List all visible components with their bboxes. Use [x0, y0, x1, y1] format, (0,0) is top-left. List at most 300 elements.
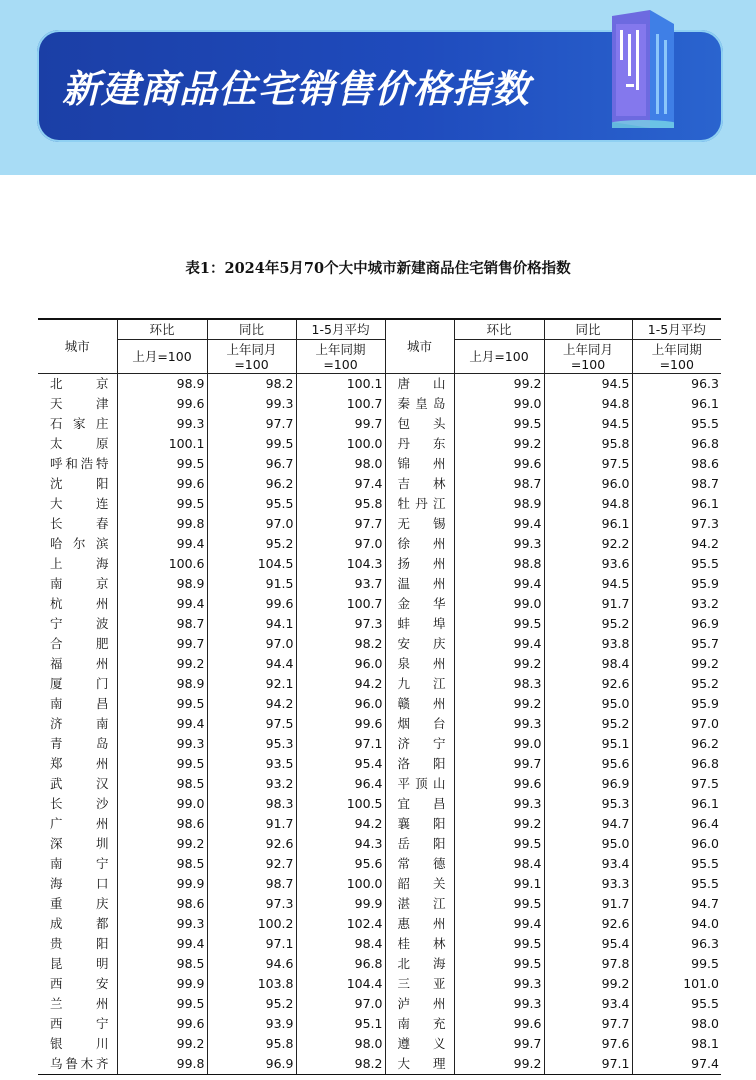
cell-city-right: 遵义: [385, 1034, 454, 1054]
table-row: [38, 534, 721, 554]
cell-yoy-right: 92.6: [544, 914, 632, 934]
cell-mom-right: 99.5: [454, 934, 544, 954]
cell-yoy-left: 99.6: [207, 594, 296, 614]
cell-city-right: 烟台: [385, 714, 454, 734]
cell-yoy-right: 94.5: [544, 574, 632, 594]
cell-mom-right: 99.3: [454, 714, 544, 734]
cell-avg-right: 96.8: [632, 434, 721, 454]
cell-yoy-left: 100.2: [207, 914, 296, 934]
cell-avg-left: 96.0: [296, 654, 385, 674]
cell-avg-left: 99.9: [296, 894, 385, 914]
cell-mom-right: 99.3: [454, 534, 544, 554]
cell-yoy-left: 96.2: [207, 474, 296, 494]
table-row: [38, 934, 721, 954]
table-row: [38, 794, 721, 814]
cell-yoy-right: 93.6: [544, 554, 632, 574]
cell-city-right: 无锡: [385, 514, 454, 534]
cell-avg-left: 96.4: [296, 774, 385, 794]
cell-mom-left: 99.5: [117, 494, 207, 514]
cell-mom-left: 99.5: [117, 454, 207, 474]
cell-city-right: 洛阳: [385, 754, 454, 774]
cell-mom-left: 99.5: [117, 754, 207, 774]
cell-city-left: 南昌: [50, 696, 109, 711]
cell-avg-left: 98.0: [296, 1034, 385, 1054]
cell-avg-left: 95.4: [296, 754, 385, 774]
cell-mom-left: 99.4: [117, 714, 207, 734]
cell-city-left: 西安: [50, 976, 109, 991]
cell-yoy-left: 99.5: [207, 434, 296, 454]
cell-city-left: 北京: [50, 376, 109, 391]
cell-city-left: 杭州: [50, 596, 109, 611]
price-index-table: [38, 318, 721, 1075]
cell-city-left: 郑州: [50, 756, 109, 771]
cell-city-right: 惠州: [385, 914, 454, 934]
table-row: [38, 974, 721, 994]
cell-city-left: 深圳: [50, 836, 109, 851]
cell-city-left: 海口: [50, 876, 109, 891]
cell-city-right: 赣州: [385, 694, 454, 714]
cell-avg-left: 97.4: [296, 474, 385, 494]
cell-mom-right: 99.5: [454, 834, 544, 854]
cell-yoy-left: 95.2: [207, 994, 296, 1014]
cell-city-left: 青岛: [50, 736, 109, 751]
cell-city-left: 重庆: [50, 896, 109, 911]
cell-mom-right: 99.6: [454, 1014, 544, 1034]
cell-yoy-left: 97.5: [207, 714, 296, 734]
cell-mom-left: 99.3: [117, 414, 207, 434]
cell-avg-left: 100.5: [296, 794, 385, 814]
cell-mom-right: 99.7: [454, 1034, 544, 1054]
cell-yoy-left: 95.2: [207, 534, 296, 554]
cell-city-left: 昆明: [50, 956, 109, 971]
cell-city-right: 南充: [385, 1014, 454, 1034]
cell-yoy-right: 98.4: [544, 654, 632, 674]
cell-city-left: 南京: [50, 576, 109, 591]
cell-city-right: 吉林: [385, 474, 454, 494]
cell-mom-right: 99.4: [454, 914, 544, 934]
cell-avg-right: 98.7: [632, 474, 721, 494]
cell-avg-right: 95.5: [632, 854, 721, 874]
cell-yoy-right: 95.3: [544, 794, 632, 814]
table-body: [38, 374, 721, 1075]
cell-yoy-left: 96.9: [207, 1054, 296, 1075]
cell-avg-left: 95.8: [296, 494, 385, 514]
header-yoy-base-left: 上年同月 =100: [207, 340, 296, 374]
cell-city-right: 桂林: [385, 934, 454, 954]
cell-yoy-right: 97.1: [544, 1054, 632, 1075]
cell-avg-left: 95.6: [296, 854, 385, 874]
cell-mom-left: 99.5: [117, 694, 207, 714]
cell-city-right: 九江: [385, 674, 454, 694]
cell-mom-right: 99.4: [454, 634, 544, 654]
cell-avg-right: 95.9: [632, 694, 721, 714]
cell-mom-left: 99.2: [117, 654, 207, 674]
cell-yoy-right: 93.4: [544, 854, 632, 874]
cell-yoy-left: 97.0: [207, 634, 296, 654]
table-row: [38, 834, 721, 854]
cell-mom-right: 98.7: [454, 474, 544, 494]
cell-yoy-right: 94.8: [544, 394, 632, 414]
cell-avg-left: 100.0: [296, 434, 385, 454]
cell-yoy-left: 97.1: [207, 934, 296, 954]
cell-city-right: 泸州: [385, 994, 454, 1014]
cell-city-right: 泉州: [385, 654, 454, 674]
cell-city-right: 济宁: [385, 734, 454, 754]
cell-yoy-right: 99.2: [544, 974, 632, 994]
cell-avg-left: 97.3: [296, 614, 385, 634]
cell-yoy-left: 98.7: [207, 874, 296, 894]
cell-avg-left: 97.1: [296, 734, 385, 754]
cell-city-left: 乌鲁木齐: [38, 1054, 117, 1075]
cell-yoy-right: 95.4: [544, 934, 632, 954]
table-row: [38, 914, 721, 934]
cell-city-right: 三亚: [385, 974, 454, 994]
cell-mom-left: 100.6: [117, 554, 207, 574]
cell-mom-right: 98.3: [454, 674, 544, 694]
cell-avg-left: 93.7: [296, 574, 385, 594]
header-city-left: 城市: [38, 319, 117, 374]
cell-yoy-left: 95.3: [207, 734, 296, 754]
cell-avg-left: 97.0: [296, 534, 385, 554]
cell-city-right: 韶关: [385, 874, 454, 894]
cell-mom-left: 99.6: [117, 1014, 207, 1034]
table-row: [38, 994, 721, 1014]
cell-mom-left: 99.6: [117, 474, 207, 494]
table-row: [38, 394, 721, 414]
table-row: [38, 494, 721, 514]
cell-city-left: 哈尔滨: [50, 536, 109, 551]
cell-yoy-left: 94.1: [207, 614, 296, 634]
cell-avg-left: 100.7: [296, 594, 385, 614]
table-row: [38, 874, 721, 894]
cell-city-right: 安庆: [385, 634, 454, 654]
cell-city-right: 牡丹江: [385, 494, 454, 514]
cell-mom-right: 99.0: [454, 734, 544, 754]
cell-yoy-right: 93.4: [544, 994, 632, 1014]
header-mom-left: 环比: [117, 319, 207, 340]
cell-mom-right: 99.2: [454, 654, 544, 674]
cell-mom-left: 98.6: [117, 814, 207, 834]
cell-city-right: 秦皇岛: [385, 394, 454, 414]
cell-mom-right: 99.4: [454, 514, 544, 534]
table-row: [38, 574, 721, 594]
cell-avg-right: 99.5: [632, 954, 721, 974]
cell-avg-right: 96.0: [632, 834, 721, 854]
cell-avg-right: 97.0: [632, 714, 721, 734]
table-row: [38, 854, 721, 874]
cell-avg-left: 100.7: [296, 394, 385, 414]
cell-mom-right: 99.6: [454, 774, 544, 794]
cell-mom-left: 99.5: [117, 994, 207, 1014]
table-row: [38, 694, 721, 714]
cell-yoy-left: 98.3: [207, 794, 296, 814]
cell-mom-left: 99.8: [117, 514, 207, 534]
cell-city-left: 西宁: [50, 1016, 109, 1031]
cell-city-left: 南宁: [50, 856, 109, 871]
cell-yoy-left: 93.5: [207, 754, 296, 774]
cell-mom-left: 99.9: [117, 874, 207, 894]
cell-mom-right: 99.3: [454, 974, 544, 994]
cell-mom-right: 98.4: [454, 854, 544, 874]
cell-mom-right: 99.3: [454, 994, 544, 1014]
cell-avg-right: 98.0: [632, 1014, 721, 1034]
cell-yoy-right: 94.8: [544, 494, 632, 514]
cell-mom-left: 98.7: [117, 614, 207, 634]
cell-yoy-right: 95.0: [544, 694, 632, 714]
cell-avg-left: 94.2: [296, 674, 385, 694]
header-avg-right: 1-5月平均: [632, 319, 721, 340]
cell-city-left: 天津: [50, 396, 109, 411]
cell-city-right: 锦州: [385, 454, 454, 474]
table-row: [38, 374, 721, 395]
cell-mom-left: 99.4: [117, 534, 207, 554]
cell-mom-left: 99.7: [117, 634, 207, 654]
cell-avg-left: 100.1: [296, 374, 385, 395]
cell-yoy-right: 95.0: [544, 834, 632, 854]
cell-mom-left: 99.3: [117, 914, 207, 934]
table-row: [38, 474, 721, 494]
table-row: [38, 554, 721, 574]
cell-mom-right: 99.6: [454, 454, 544, 474]
cell-mom-left: 98.9: [117, 374, 207, 395]
cell-avg-right: 96.1: [632, 494, 721, 514]
cell-city-left: 太原: [50, 436, 109, 451]
cell-yoy-left: 97.0: [207, 514, 296, 534]
cell-avg-left: 100.0: [296, 874, 385, 894]
cell-yoy-left: 92.7: [207, 854, 296, 874]
cell-avg-right: 96.4: [632, 814, 721, 834]
cell-city-right: 金华: [385, 594, 454, 614]
header-yoy-right: 同比: [544, 319, 632, 340]
cell-avg-right: 93.2: [632, 594, 721, 614]
cell-city-left: 贵阳: [50, 936, 109, 951]
cell-yoy-left: 98.2: [207, 374, 296, 395]
cell-mom-left: 99.3: [117, 734, 207, 754]
cell-avg-left: 98.2: [296, 634, 385, 654]
cell-avg-left: 104.4: [296, 974, 385, 994]
cell-city-left: 沈阳: [50, 476, 109, 491]
cell-avg-left: 96.8: [296, 954, 385, 974]
cell-yoy-right: 97.7: [544, 1014, 632, 1034]
cell-city-right: 唐山: [385, 374, 454, 395]
cell-mom-right: 99.5: [454, 894, 544, 914]
cell-city-left: 合肥: [50, 636, 109, 651]
cell-avg-left: 98.2: [296, 1054, 385, 1075]
cell-mom-right: 98.8: [454, 554, 544, 574]
cell-yoy-left: 97.7: [207, 414, 296, 434]
cell-avg-left: 95.1: [296, 1014, 385, 1034]
header-mom-right: 环比: [454, 319, 544, 340]
cell-avg-right: 97.4: [632, 1054, 721, 1075]
cell-avg-right: 96.1: [632, 794, 721, 814]
cell-city-left: 长春: [50, 516, 109, 531]
cell-city-left: 上海: [50, 556, 109, 571]
cell-yoy-right: 93.3: [544, 874, 632, 894]
table-header: [38, 319, 721, 374]
table-row: [38, 614, 721, 634]
cell-avg-right: 95.5: [632, 554, 721, 574]
cell-mom-right: 99.2: [454, 434, 544, 454]
cell-mom-right: 99.2: [454, 374, 544, 395]
cell-city-left: 宁波: [50, 616, 109, 631]
cell-yoy-right: 92.6: [544, 674, 632, 694]
cell-yoy-left: 93.9: [207, 1014, 296, 1034]
cell-city-right: 湛江: [385, 894, 454, 914]
table-row: [38, 414, 721, 434]
cell-avg-right: 98.1: [632, 1034, 721, 1054]
table-row: [38, 634, 721, 654]
cell-mom-left: 99.2: [117, 1034, 207, 1054]
cell-mom-left: 99.4: [117, 594, 207, 614]
table-row: [38, 1014, 721, 1034]
cell-avg-right: 95.9: [632, 574, 721, 594]
cell-yoy-right: 96.1: [544, 514, 632, 534]
cell-yoy-left: 94.4: [207, 654, 296, 674]
cell-yoy-left: 95.8: [207, 1034, 296, 1054]
cell-yoy-left: 91.5: [207, 574, 296, 594]
header-yoy-left: 同比: [207, 319, 296, 340]
cell-avg-right: 98.6: [632, 454, 721, 474]
cell-city-left: 福州: [50, 656, 109, 671]
table-row: [38, 954, 721, 974]
cell-mom-right: 99.1: [454, 874, 544, 894]
table-row: [38, 434, 721, 454]
cell-yoy-left: 91.7: [207, 814, 296, 834]
table-row: [38, 1054, 721, 1075]
table-row: [38, 754, 721, 774]
cell-avg-left: 98.4: [296, 934, 385, 954]
cell-mom-right: 99.3: [454, 794, 544, 814]
cell-yoy-right: 97.6: [544, 1034, 632, 1054]
cell-city-left: 呼和浩特: [50, 456, 109, 471]
cell-yoy-right: 94.5: [544, 374, 632, 395]
cell-mom-right: 99.2: [454, 1054, 544, 1075]
header-mom-base-left: 上月=100: [117, 340, 207, 374]
cell-avg-right: 101.0: [632, 974, 721, 994]
cell-mom-right: 99.5: [454, 954, 544, 974]
cell-avg-right: 95.7: [632, 634, 721, 654]
cell-mom-left: 99.6: [117, 394, 207, 414]
cell-yoy-left: 93.2: [207, 774, 296, 794]
table-row: [38, 654, 721, 674]
table-row: [38, 714, 721, 734]
cell-yoy-left: 94.2: [207, 694, 296, 714]
cell-city-right: 蚌埠: [385, 614, 454, 634]
cell-avg-right: 95.5: [632, 414, 721, 434]
cell-city-right: 温州: [385, 574, 454, 594]
cell-avg-right: 96.3: [632, 374, 721, 395]
cell-yoy-left: 103.8: [207, 974, 296, 994]
cell-avg-right: 99.2: [632, 654, 721, 674]
cell-city-left: 兰州: [50, 996, 109, 1011]
cell-yoy-left: 97.3: [207, 894, 296, 914]
cell-mom-left: 99.9: [117, 974, 207, 994]
cell-city-right: 常德: [385, 854, 454, 874]
cell-city-right: 襄阳: [385, 814, 454, 834]
header-mom-base-right: 上月=100: [454, 340, 544, 374]
cell-avg-right: 97.3: [632, 514, 721, 534]
cell-yoy-left: 92.1: [207, 674, 296, 694]
cell-yoy-left: 95.5: [207, 494, 296, 514]
cell-avg-left: 104.3: [296, 554, 385, 574]
cell-yoy-right: 95.8: [544, 434, 632, 454]
cell-mom-right: 99.0: [454, 594, 544, 614]
header-city-right: 城市: [385, 319, 454, 374]
header-avg-base-left: 上年同期 =100: [296, 340, 385, 374]
cell-yoy-right: 95.6: [544, 754, 632, 774]
cell-mom-left: 98.5: [117, 954, 207, 974]
cell-yoy-right: 91.7: [544, 894, 632, 914]
cell-city-left: 广州: [50, 816, 109, 831]
cell-mom-left: 98.9: [117, 674, 207, 694]
header-avg-left: 1-5月平均: [296, 319, 385, 340]
cell-avg-left: 98.0: [296, 454, 385, 474]
cell-avg-right: 94.0: [632, 914, 721, 934]
cell-city-right: 包头: [385, 414, 454, 434]
cell-city-right: 丹东: [385, 434, 454, 454]
cell-avg-right: 96.1: [632, 394, 721, 414]
cell-avg-right: 96.3: [632, 934, 721, 954]
cell-yoy-right: 96.0: [544, 474, 632, 494]
cell-avg-right: 95.5: [632, 874, 721, 894]
cell-city-left: 成都: [50, 916, 109, 931]
cell-yoy-right: 97.8: [544, 954, 632, 974]
cell-avg-left: 99.6: [296, 714, 385, 734]
cell-avg-left: 94.3: [296, 834, 385, 854]
cell-avg-left: 97.0: [296, 994, 385, 1014]
cell-mom-left: 98.5: [117, 774, 207, 794]
cell-city-right: 北海: [385, 954, 454, 974]
cell-avg-left: 102.4: [296, 914, 385, 934]
cell-city-left: 银川: [50, 1036, 109, 1051]
table-row: [38, 674, 721, 694]
cell-yoy-left: 94.6: [207, 954, 296, 974]
cell-avg-right: 94.7: [632, 894, 721, 914]
header-yoy-base-right: 上年同月 =100: [544, 340, 632, 374]
cell-mom-right: 99.2: [454, 814, 544, 834]
cell-mom-left: 99.4: [117, 934, 207, 954]
table-caption: 表1：2024年5月70个大中城市新建商品住宅销售价格指数: [185, 260, 571, 277]
cell-city-right: 平顶山: [385, 774, 454, 794]
cell-yoy-right: 95.2: [544, 614, 632, 634]
cell-city-right: 宜昌: [385, 794, 454, 814]
table-row: [38, 1034, 721, 1054]
cell-city-right: 徐州: [385, 534, 454, 554]
cell-city-left: 长沙: [50, 796, 109, 811]
cell-yoy-right: 95.2: [544, 714, 632, 734]
cell-yoy-right: 94.7: [544, 814, 632, 834]
cell-city-left: 大连: [50, 496, 109, 511]
cell-city-right: 大理: [385, 1054, 454, 1075]
table-row: [38, 734, 721, 754]
table-row: [38, 514, 721, 534]
cell-avg-left: 96.0: [296, 694, 385, 714]
cell-mom-right: 99.5: [454, 614, 544, 634]
cell-yoy-right: 95.1: [544, 734, 632, 754]
cell-avg-right: 95.2: [632, 674, 721, 694]
cell-avg-left: 97.7: [296, 514, 385, 534]
cell-city-left: 厦门: [50, 676, 109, 691]
header-avg-base-right: 上年同期 =100: [632, 340, 721, 374]
cell-mom-right: 99.4: [454, 574, 544, 594]
cell-city-left: 济南: [50, 716, 109, 731]
cell-avg-left: 99.7: [296, 414, 385, 434]
cell-mom-right: 99.2: [454, 694, 544, 714]
table-row: [38, 594, 721, 614]
cell-mom-right: 99.0: [454, 394, 544, 414]
cell-avg-right: 96.2: [632, 734, 721, 754]
cell-yoy-right: 96.9: [544, 774, 632, 794]
